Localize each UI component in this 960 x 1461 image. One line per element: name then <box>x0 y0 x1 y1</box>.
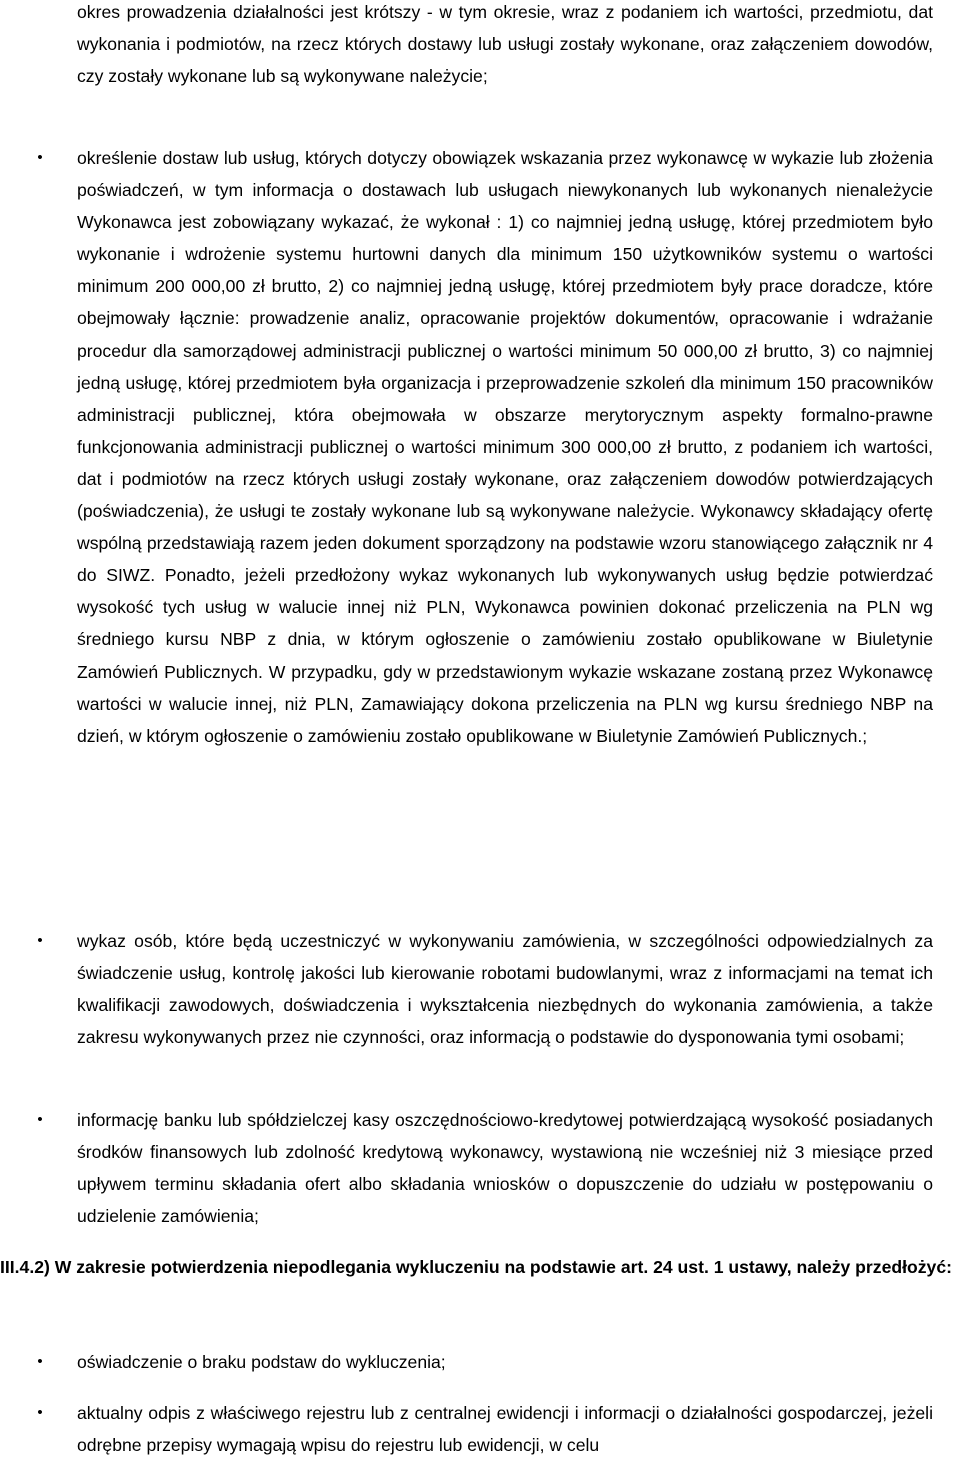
bullet-icon: • <box>37 1111 43 1128</box>
list-item-3-text: informację banku lub spółdzielczej kasy oszczędnościowo-kredytowej potwierdzającą wysokość posiadanych środków finansowych lub zdolność kredytową wykonawcy, wystawioną nie wcześniej niż 3 miesiące przed upływem terminu składania ofert albo składania wniosków o dopuszczenie do udziału w postępowaniu o udzielenie zamówienia; <box>77 1110 933 1227</box>
list-item-2-text: wykaz osób, które będą uczestniczyć w wykonywaniu zamówienia, w szczególności odpowiedzialnych za świadczenie usług, kontrolę jakości lub kierowanie robotami budowlanymi, wraz z informacjami na temat ich kwalifikacji zawodowych, doświadczenia i wykształcenia niezbędnych do wykonania zamówienia, a także zakresu wykonywanych przez nie czynności, oraz informacją o podstawie do dysponowania tymi osobami; <box>77 931 933 1048</box>
bullet-icon: • <box>37 1353 43 1370</box>
list-item-4-text: oświadczenie o braku podstaw do wykluczenia; <box>77 1352 446 1372</box>
continuation-text: okres prowadzenia działalności jest krótszy - w tym okresie, wraz z podaniem ich wartości, przedmiotu, dat wykonania i podmiotów, na rzecz których dostawy lub usługi zostały wykonane, oraz załączeniem dowodów, czy zostały wykonane lub są wykonywane należycie; <box>77 2 933 87</box>
list-item-1-text: określenie dostaw lub usług, których dotyczy obowiązek wskazania przez wykonawcę w wykazie lub złożenia poświadczeń, w tym informacja o dostawach lub usługach niewykonanych lub wykonanych nienależycie Wykonawca jest zobowiązany wykazać, że wykonał : 1) co najmniej jedną usługę, której przedmiotem było wykonanie i wdrożenie systemu hurtowni danych dla minimum 150 użytkowników systemu o wartości minimum 200 000,00 zł brutto, 2) co najmniej jedną usługę, której przedmiotem były prace doradcze, które obejmowały łącznie: prowadzenie analiz, opracowanie projektów dokumentów, opracowanie i wdrażanie procedur dla samorządowej administracji publicznej o wartości minimum 50 000,00 zł brutto, 3) co najmniej jedną usługę, której przedmiotem była organizacja i przeprowadzenie szkoleń dla minimum 150 pracowników administracji publicznej, która obejmowała w obszarze merytorycznym aspekty formalno-prawne funkcjonowania administracji publicznej o wartości minimum 300 000,00 zł brutto, z podaniem ich wartości, dat i podmiotów na rzecz których usługi zostały wykonane, oraz załączeniem dowodów potwierdzających (poświadczenia), że usługi te zostały wykonane lub są wykonywane należycie. Wykonawcy składający ofertę wspólną przedstawiają razem jeden dokument sporządzony na podstawie wzoru stanowiącego załącznik nr 4 do SIWZ. Ponadto, jeżeli przedłożony wykaz wykonanych lub wykonywanych usług będzie potwierdzać wysokość tych usług w walucie innej niż PLN, Wykonawca powinien dokonać przeliczenia na PLN wg średniego kursu NBP z dnia, w którym ogłoszenie o zamówieniu zostało opublikowane w Biuletynie Zamówień Publicznych. W przypadku, gdy w przedstawionym wykazie wskazane zostaną przez Wykonawcę wartości w walucie innej, niż PLN, Zamawiający dokona przeliczenia na PLN wg kursu średniego NBP na dzień, w którym ogłoszenie o zamówieniu zostało opublikowane w Biuletynie Zamówień Publicznych.; <box>77 148 933 746</box>
list-item-5-text: aktualny odpis z właściwego rejestru lub z centralnej ewidencji i informacji o działalności gospodarczej, jeżeli odrębne przepisy wymagają wpisu do rejestru lub ewidencji, w celu <box>77 1403 933 1456</box>
bullet-icon: • <box>37 932 43 949</box>
bullet-icon: • <box>37 1404 43 1421</box>
section-heading: III.4.2) W zakresie potwierdzenia niepodlegania wykluczeniu na podstawie art. 24 ust. 1 ustawy, należy przedłożyć: <box>0 1257 952 1277</box>
bullet-icon: • <box>37 149 43 166</box>
